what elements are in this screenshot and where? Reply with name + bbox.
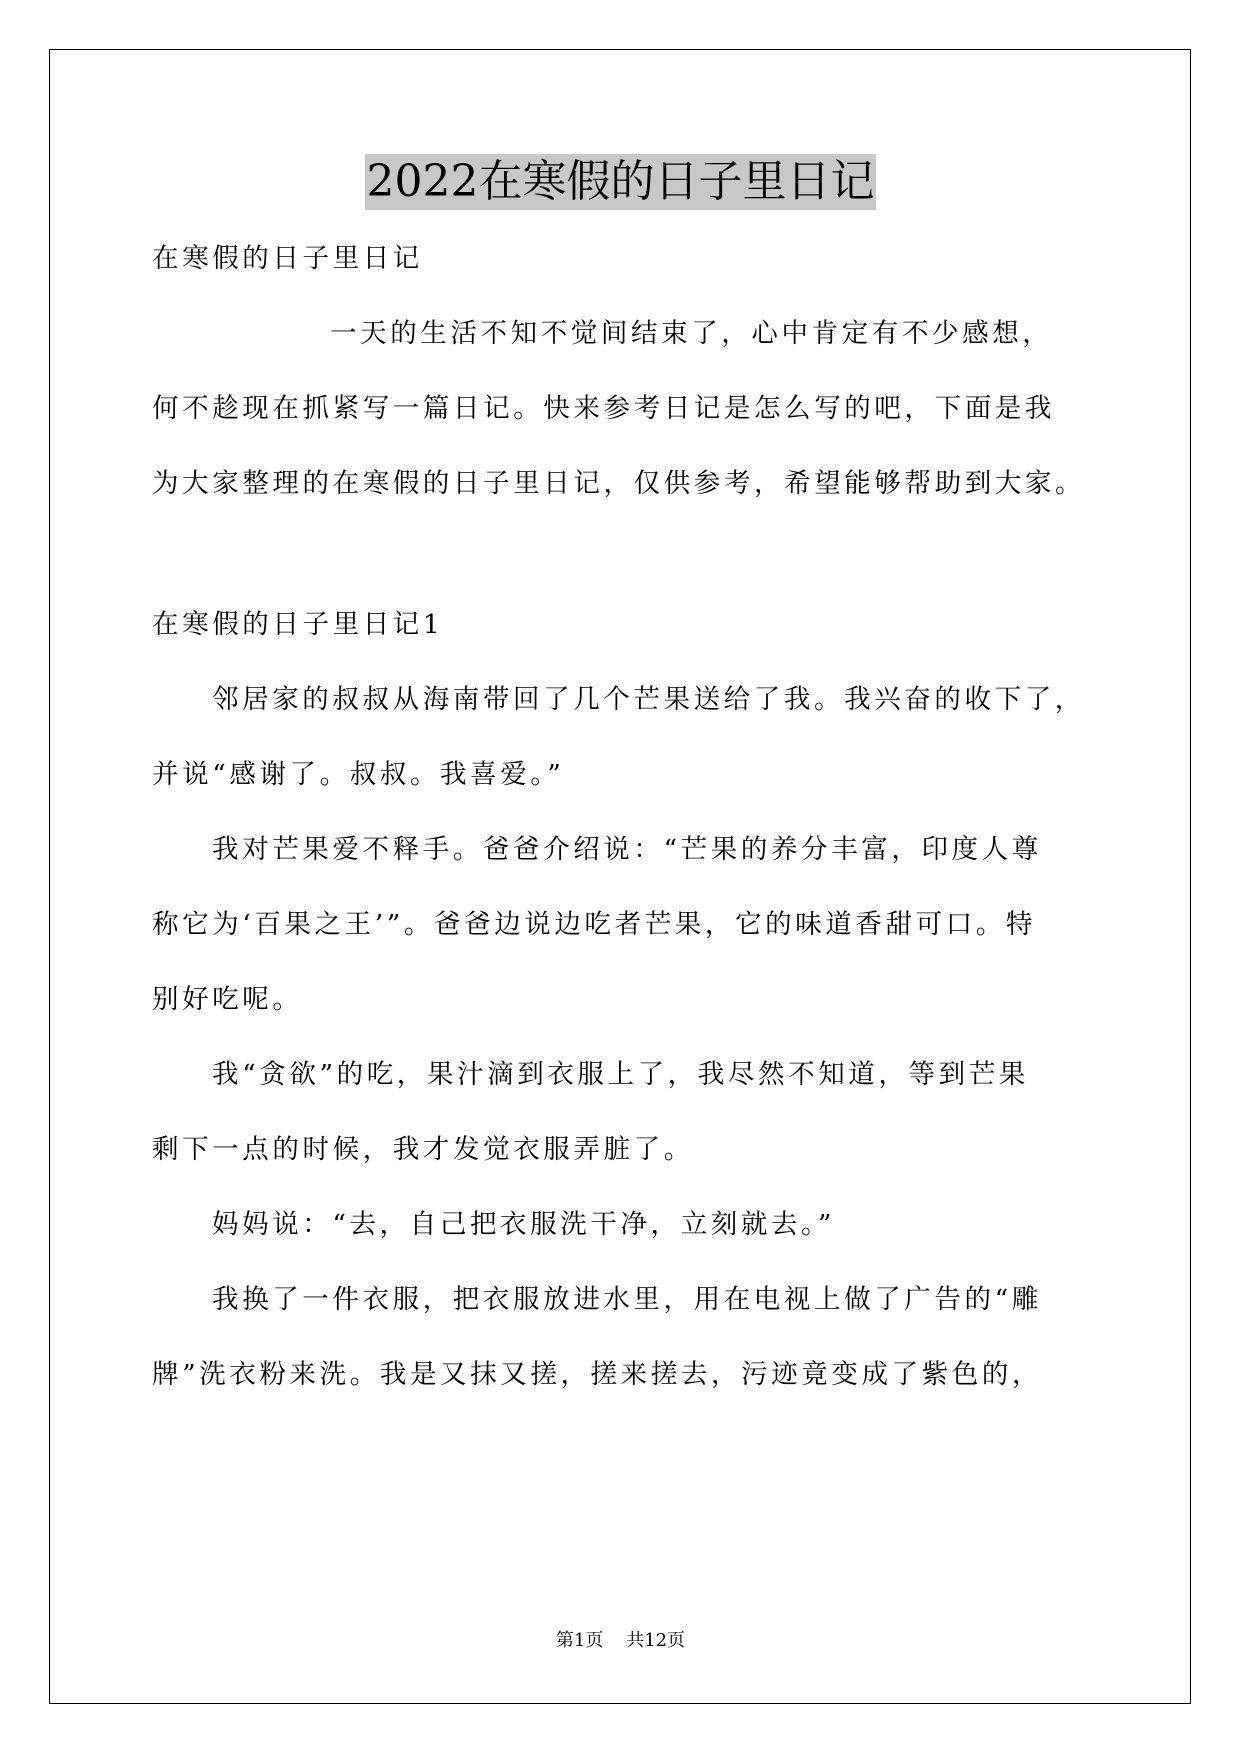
subtitle: 在寒假的日子里日记 bbox=[152, 243, 423, 274]
total-pages: 共12页 bbox=[626, 1630, 686, 1651]
body-line-5: 别好吃呢。 bbox=[152, 984, 303, 1015]
body-line-3: 我对芒果爱不释手。爸爸介绍说：“芒果的养分丰富，印度人尊 bbox=[212, 834, 1042, 865]
body-line-10: 牌”洗衣粉来洗。我是又抹又搓，搓来搓去，污迹竟变成了紫色的， bbox=[152, 1359, 1043, 1390]
intro-line-1: 一天的生活不知不觉间结束了，心中肯定有不少感想， bbox=[330, 318, 1053, 349]
document-title: 2022在寒假的日子里日记 bbox=[365, 154, 877, 210]
intro-line-2: 何不趁现在抓紧写一篇日记。快来参考日记是怎么写的吧，下面是我 bbox=[152, 393, 1055, 424]
body-line-9: 我换了一件衣服，把衣服放进水里，用在电视上做了广告的“雕 bbox=[212, 1284, 1042, 1315]
body-line-2: 并说“感谢了。叔叔。我喜爱。” bbox=[152, 759, 565, 790]
page-footer bbox=[0, 1629, 1241, 1653]
body-line-7: 剩下一点的时候，我才发觉衣服弄脏了。 bbox=[152, 1134, 694, 1165]
body-line-1: 邻居家的叔叔从海南带回了几个芒果送给了我。我兴奋的收下了， bbox=[212, 684, 1085, 715]
page-number: 第1页 bbox=[555, 1630, 604, 1651]
page-border bbox=[49, 49, 1191, 1704]
intro-line-3: 为大家整理的在寒假的日子里日记，仅供参考，希望能够帮助到大家。 bbox=[152, 468, 1086, 499]
body-line-6: 我“贪欲”的吃，果汁滴到衣服上了，我尽然不知道，等到芒果 bbox=[212, 1059, 1029, 1090]
body-line-4: 称它为‘百果之王’”。爸爸边说边吃者芒果，它的味道香甜可口。特 bbox=[152, 909, 1036, 940]
body-line-8: 妈妈说：“去，自己把衣服洗干净，立刻就去。” bbox=[212, 1209, 836, 1240]
title-block bbox=[0, 154, 1241, 210]
section-heading: 在寒假的日子里日记1 bbox=[152, 609, 444, 640]
